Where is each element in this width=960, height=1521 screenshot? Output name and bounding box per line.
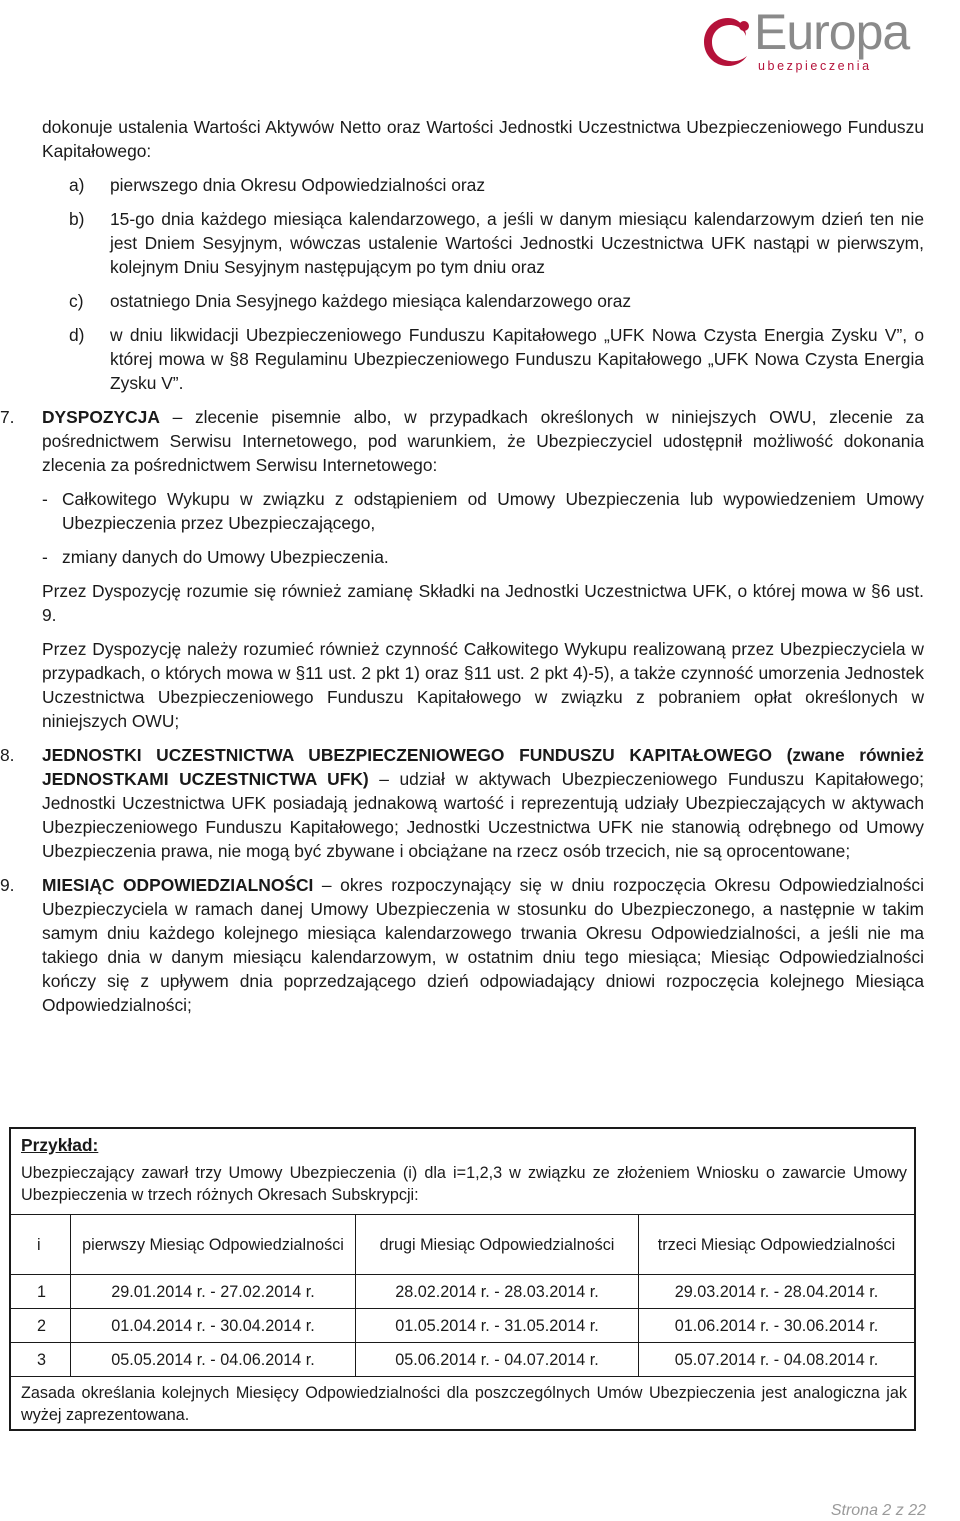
item-number: 8. xyxy=(0,745,15,765)
table-cell: 1 xyxy=(11,1275,71,1309)
definition-body: – zlecenie pisemnie albo, w przypadkach określonych w niniejszych OWU, zlecenie za pośrednictwem Serwisu Internetowego, pod warunkiem, że Ubezpieczyciel udostępnił możliwość dokonania zlecenia za pośrednictwem Serwisu Internetowego: xyxy=(42,407,924,475)
definition-term: JEDNOSTKI UCZESTNICTWA UBEZPIECZENIOWEGO FUNDUSZU KAPITAŁOWEGO (zwane również JEDNOSTKAMI UCZESTNICTWA UFK) xyxy=(42,745,924,789)
sub-item-text: w dniu likwidacji Ubezpieczeniowego Funduszu Kapitałowego „UFK Nowa Czysta Energia Zysku V”, o której mowa w §8 Regulaminu Ubezpieczeniowego Funduszu Kapitałowego „UFK Nowa Czysta Energia Zysku V”. xyxy=(110,325,924,393)
definition-body: – okres rozpoczynający się w dniu rozpoczęcia Okresu Odpowiedzialności Ubezpieczyciela w ramach danej Umowy Ubezpieczenia w stosunku do Ubezpieczonego, a następnie w takim samym dniu każdego kolejnego miesiąca kalendarzowego trwania Okresu Odpowiedzialności, a jeśli nie ma takiego dnia w danym miesiącu kalendarzowym, w ostatnim dniu tego miesiąca; Miesiąc Odpowiedzialności kończy się z upływem dnia poprzedzającego dzień odpowiadający dniowi rozpoczęcia kolejnego Miesiąca Odpowiedzialności; xyxy=(42,875,924,1015)
example-intro: Ubezpieczający zawarł trzy Umowy Ubezpieczenia (i) dla i=1,2,3 w związku ze złożeniem Wniosku o zawarcie Umowy Ubezpieczenia w trzech różnych Okresach Subskrypcji: xyxy=(21,1164,907,1204)
logo-swirl-icon xyxy=(700,14,756,70)
dash-item: - zmiany danych do Umowy Ubezpieczenia. xyxy=(42,545,924,569)
sub-item-text: ostatniego Dnia Sesyjnego każdego miesiąca kalendarzowego oraz xyxy=(110,291,632,311)
definition-item-8 xyxy=(0,743,924,863)
table-cell: 2 xyxy=(11,1309,71,1343)
brand-logo xyxy=(700,4,958,78)
definition-item-9 xyxy=(0,873,924,1017)
table-cell: 05.07.2014 r. - 04.08.2014 r. xyxy=(639,1343,915,1377)
table-cell: 01.06.2014 r. - 30.06.2014 r. xyxy=(639,1309,915,1343)
sub-item xyxy=(42,173,924,197)
table-cell: 01.04.2014 r. - 30.04.2014 r. xyxy=(71,1309,356,1343)
table-cell: 29.01.2014 r. - 27.02.2014 r. xyxy=(71,1275,356,1309)
sub-item xyxy=(42,207,924,279)
definition-body: – udział w aktywach Ubezpieczeniowego Funduszu Kapitałowego; Jednostki Uczestnictwa UFK posiadają jednakową wartość i reprezentują udziały Ubezpieczających w aktywach Ubezpieczeniowego Funduszu Kapitałowego; Jednostki Uczestnictwa UFK nie stanowią odrębnego od Umowy Ubezpieczenia prawa, nie mogą być zbywane i obciążane na rzecz osób trzecich, nie są oprocentowane; xyxy=(42,769,924,861)
table-header-cell: pierwszy Miesiąc Odpowiedzialności xyxy=(71,1215,356,1275)
definition-term: DYSPOZYCJA xyxy=(42,407,160,427)
item-number: 9. xyxy=(0,875,15,895)
table-cell: 05.05.2014 r. - 04.06.2014 r. xyxy=(71,1343,356,1377)
definition-term: MIESIĄC ODPOWIEDZIALNOŚCI xyxy=(42,875,314,895)
table-header-row xyxy=(11,1215,914,1275)
table-header-cell: i xyxy=(11,1215,71,1275)
definition-item-7 xyxy=(0,405,924,733)
sub-item xyxy=(42,323,924,395)
table-cell: 3 xyxy=(11,1343,71,1377)
table-header-cell: drugi Miesiąc Odpowiedzialności xyxy=(356,1215,639,1275)
example-heading: Przykład: xyxy=(21,1135,99,1155)
table-cell: 05.06.2014 r. - 04.07.2014 r. xyxy=(356,1343,639,1377)
sub-item-mark: c) xyxy=(69,291,84,311)
table-cell: 28.02.2014 r. - 28.03.2014 r. xyxy=(356,1275,639,1309)
dash-item-text: zmiany danych do Umowy Ubezpieczenia. xyxy=(62,547,389,567)
table-cell: 01.05.2014 r. - 31.05.2014 r. xyxy=(356,1309,639,1343)
definition-text xyxy=(42,873,924,1017)
example-table xyxy=(11,1214,914,1377)
table-row xyxy=(11,1309,914,1343)
sub-item xyxy=(42,289,924,313)
sub-item-mark: d) xyxy=(69,325,85,345)
sub-item-text: 15-go dnia każdego miesiąca kalendarzowego, a jeśli w danym miesiącu kalendarzowym dzień ten nie jest Dniem Sesyjnym, wówczas ustalenie Wartości Jednostki Uczestnictwa UFK nastąpi w pierwszym, kolejnym Dniu Sesyjnym następującym po tym dniu oraz xyxy=(110,209,924,277)
sub-item-mark: b) xyxy=(69,209,85,229)
definition-text xyxy=(42,405,924,477)
sub-item-mark: a) xyxy=(69,175,85,195)
sub-item-list xyxy=(42,173,924,395)
item-number: 7. xyxy=(0,407,15,427)
definition-paragraph: Przez Dyspozycję należy rozumieć również czynność Całkowitego Wykupu realizowaną przez Ubezpieczyciela w przypadkach, o których mowa w §11 ust. 2 pkt 1) oraz §11 ust. 2 pkt 4)-5), a także czynność umorzenia Jednostek Uczestnictwa Ubezpieczeniowego Funduszu Kapitałowego w związku z pobraniem opłat określonych w niniejszych OWU; xyxy=(42,639,924,731)
intro-paragraph: dokonuje ustalenia Wartości Aktywów Netto oraz Wartości Jednostki Uczestnictwa Ubezpieczeniowego Funduszu Kapitałowego: xyxy=(42,117,924,161)
example-box xyxy=(9,1127,916,1431)
example-note: Zasada określania kolejnych Miesięcy Odpowiedzialności dla poszczególnych Umów Ubezpieczenia jest analogiczna jak wyżej zaprezentowana. xyxy=(21,1384,907,1424)
table-header-cell: trzeci Miesiąc Odpowiedzialności xyxy=(639,1215,915,1275)
logo-subtitle: ubezpieczenia xyxy=(758,59,872,73)
table-row xyxy=(11,1343,914,1377)
table-row xyxy=(11,1275,914,1309)
definition-text xyxy=(42,743,924,863)
document-body xyxy=(0,115,924,1027)
sub-item-text: pierwszego dnia Okresu Odpowiedzialności oraz xyxy=(110,175,486,195)
dash-item-text: Całkowitego Wykupu w związku z odstąpieniem od Umowy Ubezpieczenia lub wypowiedzeniem Umowy Ubezpieczenia przez Ubezpieczającego, xyxy=(62,489,924,533)
definition-paragraph: Przez Dyspozycję rozumie się również zamianę Składki na Jednostki Uczestnictwa UFK, o której mowa w §6 ust. 9. xyxy=(42,581,924,625)
logo-wordmark: Europa xyxy=(754,4,910,60)
page-number: Strona 2 z 22 xyxy=(830,1502,926,1519)
table-cell: 29.03.2014 r. - 28.04.2014 r. xyxy=(639,1275,915,1309)
dash-item: - Całkowitego Wykupu w związku z odstąpieniem od Umowy Ubezpieczenia lub wypowiedzeniem Umowy Ubezpieczenia przez Ubezpieczającego, xyxy=(42,489,924,533)
